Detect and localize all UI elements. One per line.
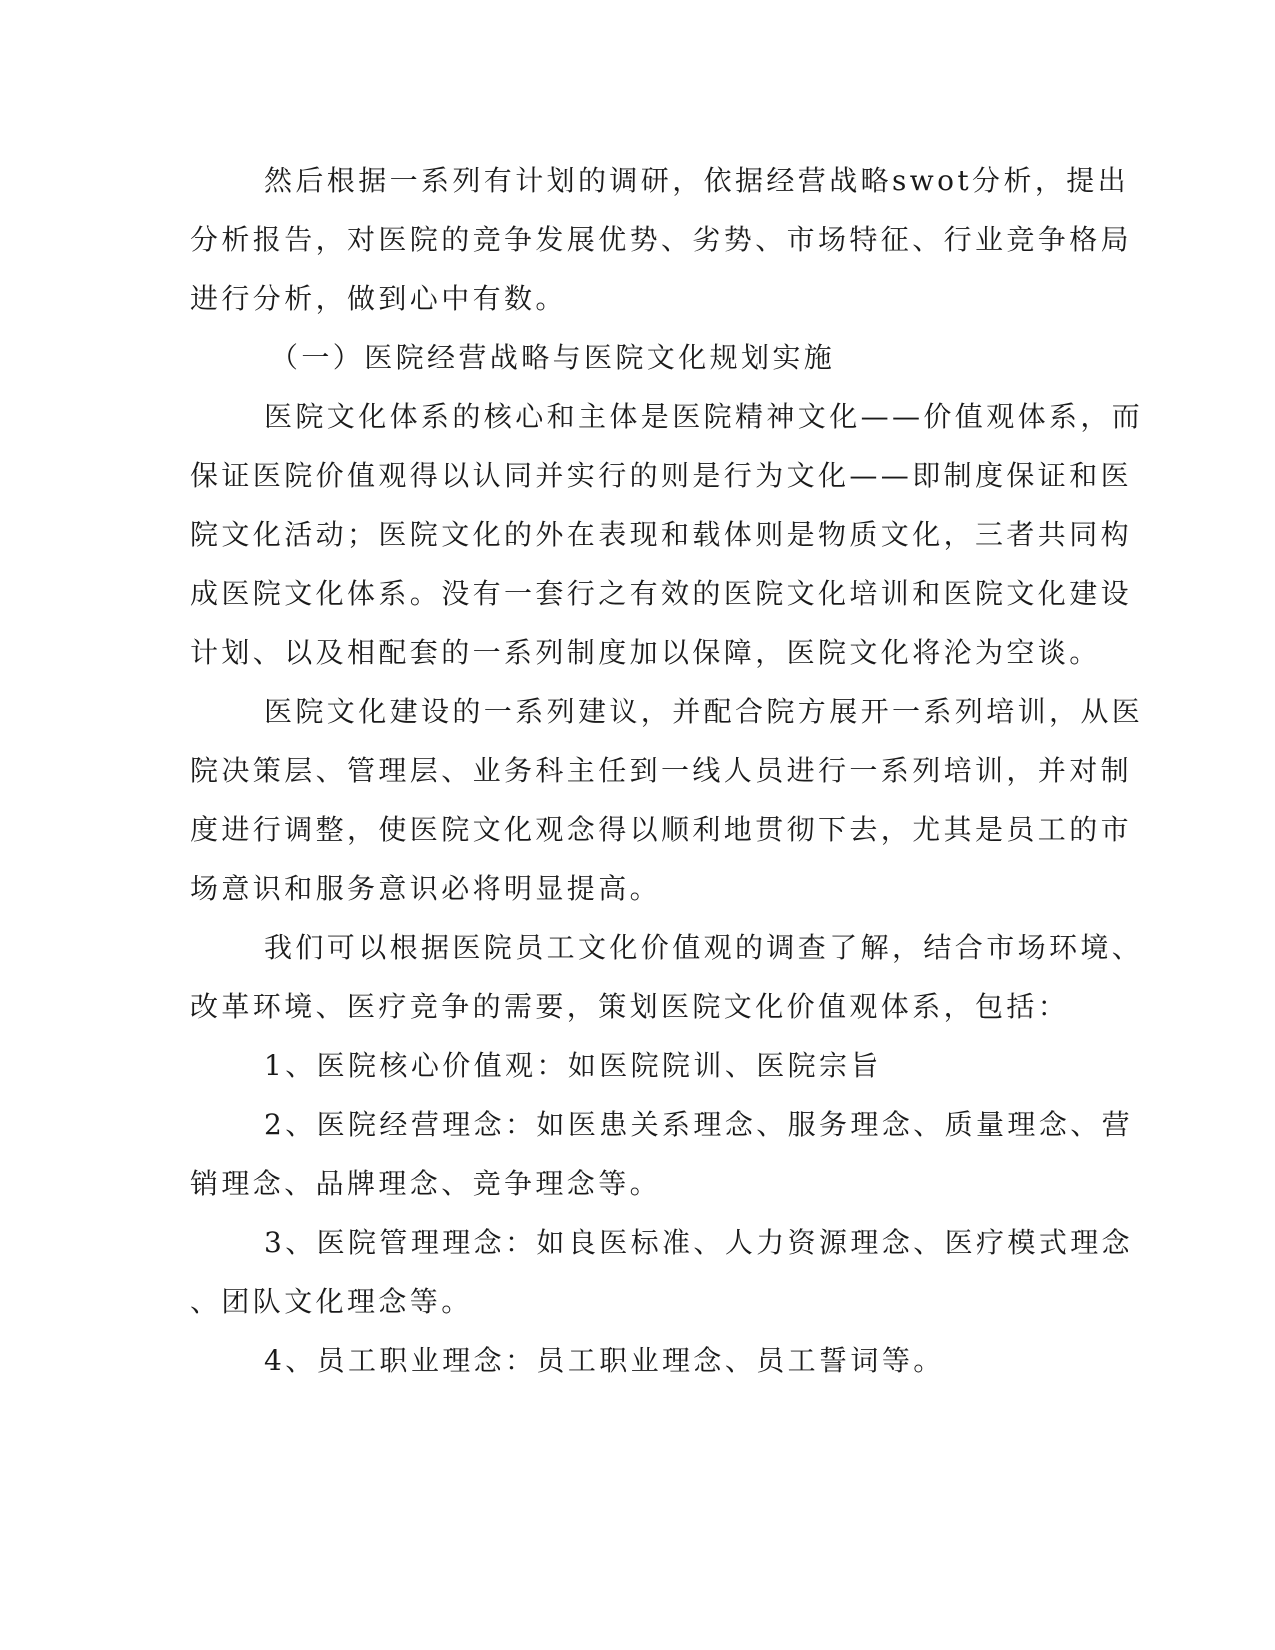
list-item: 3、医院管理理念：如良医标准、人力资源理念、医疗模式理念 bbox=[264, 1226, 1134, 1259]
list-item-continuation: 、团队文化理念等。 bbox=[190, 1285, 473, 1318]
list-item: 1、医院核心价值观：如医院院训、医院宗旨 bbox=[264, 1049, 882, 1082]
paragraph-line: 分析报告，对医院的竞争发展优势、劣势、市场特征、行业竞争格局 bbox=[190, 223, 1133, 256]
paragraph-line: 院决策层、管理层、业务科主任到一线人员进行一系列培训，并对制 bbox=[190, 754, 1133, 787]
paragraph-line: 场意识和服务意识必将明显提高。 bbox=[190, 872, 662, 905]
list-item-continuation: 销理念、品牌理念、竞争理念等。 bbox=[190, 1167, 662, 1200]
paragraph-line: 医院文化体系的核心和主体是医院精神文化——价值观体系，而 bbox=[264, 400, 1144, 433]
paragraph-line: 进行分析，做到心中有数。 bbox=[190, 282, 567, 315]
paragraph-line: 度进行调整，使医院文化观念得以顺利地贯彻下去，尤其是员工的市 bbox=[190, 813, 1133, 846]
section-heading: （一）医院经营战略与医院文化规划实施 bbox=[270, 341, 836, 374]
paragraph-line: 然后根据一系列有计划的调研，依据经营战略swot分析，提出 bbox=[264, 164, 1130, 197]
paragraph-line: 计划、以及相配套的一系列制度加以保障，医院文化将沦为空谈。 bbox=[190, 636, 1101, 669]
paragraph-line: 改革环境、医疗竞争的需要，策划医院文化价值观体系，包括： bbox=[190, 990, 1070, 1023]
paragraph-line: 我们可以根据医院员工文化价值观的调查了解，结合市场环境、 bbox=[264, 931, 1144, 964]
paragraph-line: 保证医院价值观得以认同并实行的则是行为文化——即制度保证和医 bbox=[190, 459, 1133, 492]
paragraph-line: 院文化活动；医院文化的外在表现和载体则是物质文化，三者共同构 bbox=[190, 518, 1133, 551]
list-item: 4、员工职业理念：员工职业理念、员工誓词等。 bbox=[264, 1344, 945, 1377]
list-item: 2、医院经营理念：如医患关系理念、服务理念、质量理念、营 bbox=[264, 1108, 1134, 1141]
paragraph-line: 成医院文化体系。没有一套行之有效的医院文化培训和医院文化建设 bbox=[190, 577, 1133, 610]
paragraph-line: 医院文化建设的一系列建议，并配合院方展开一系列培训，从医 bbox=[264, 695, 1144, 728]
